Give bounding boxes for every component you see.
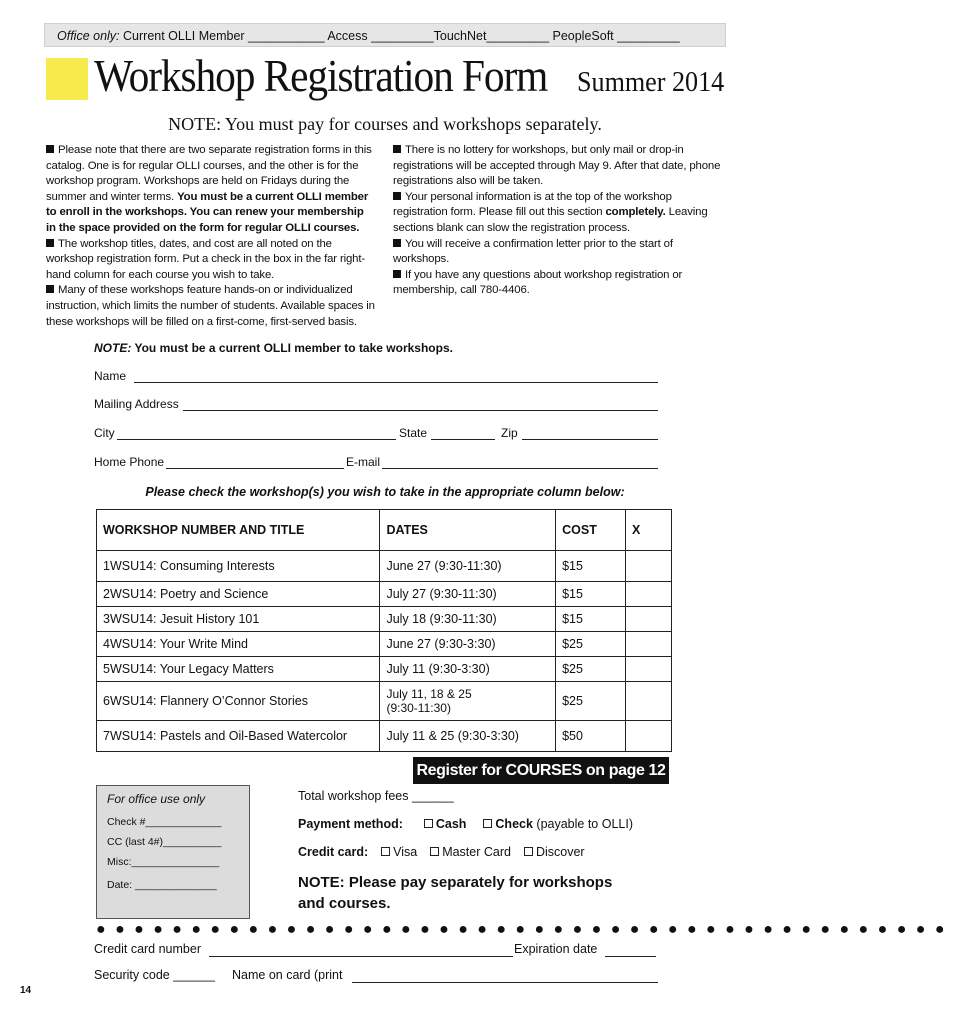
total-fees-field[interactable]: Total workshop fees ______	[298, 789, 454, 803]
name-on-card-field[interactable]	[352, 982, 658, 983]
workshop-checkbox[interactable]	[626, 682, 672, 721]
pay-separately-note: NOTE: Please pay separately for workshops and courses.	[298, 874, 613, 912]
mailing-address-field[interactable]	[183, 410, 658, 411]
workshop-checkbox[interactable]	[626, 657, 672, 682]
workshop-dates: July 27 (9:30-11:30)	[380, 582, 556, 607]
check-checkbox[interactable]	[483, 819, 492, 828]
office-strip-fields[interactable]: Current OLLI Member ___________ Access _________TouchNet_________ PeopleSoft _________	[123, 29, 680, 43]
register-courses-banner: Register for COURSES on page 12	[413, 757, 669, 784]
credit-card-number-field[interactable]	[209, 956, 513, 957]
bullet-square-icon	[46, 239, 54, 247]
mastercard-label: Master Card	[442, 845, 511, 859]
bullet-square-icon	[46, 285, 54, 293]
state-label: State	[399, 426, 428, 440]
office-date-field: Date: ______________	[107, 879, 217, 891]
table-row	[97, 657, 672, 682]
email-field[interactable]	[382, 468, 658, 469]
table-header-row	[97, 510, 672, 551]
workshop-cost: $15	[556, 607, 626, 632]
bullet-square-icon	[46, 145, 54, 153]
office-check-field: Check #_____________	[107, 816, 222, 828]
yellow-square-decoration	[46, 58, 88, 100]
table-row	[97, 551, 672, 582]
office-use-strip	[44, 23, 726, 47]
workshop-checkbox[interactable]	[626, 551, 672, 582]
visa-checkbox[interactable]	[381, 847, 390, 856]
member-requirement-note: NOTE: You must be a current OLLI member to take workshops.	[94, 341, 453, 355]
office-use-header: For office use only	[107, 792, 206, 806]
mailing-address-label: Mailing Address	[94, 397, 179, 411]
separate-payment-note: NOTE: You must pay for courses and workshops separately.	[168, 114, 602, 134]
table-row	[97, 582, 672, 607]
workshop-title: 7WSU14: Pastels and Oil-Based Watercolor	[97, 721, 380, 752]
bullet-square-icon	[393, 145, 401, 153]
workshop-checkbox[interactable]	[626, 607, 672, 632]
city-field[interactable]	[117, 439, 396, 440]
bullet-square-icon	[393, 270, 401, 278]
workshop-title: 6WSU14: Flannery O’Connor Stories	[97, 682, 380, 721]
bullet-square-icon	[393, 239, 401, 247]
check-instructions: Please check the workshop(s) you wish to take in the appropriate column below:	[145, 485, 625, 499]
workshop-title: 3WSU14: Jesuit History 101	[97, 607, 380, 632]
workshop-title: 5WSU14: Your Legacy Matters	[97, 657, 380, 682]
workshop-checkbox[interactable]	[626, 582, 672, 607]
workshop-cost: $15	[556, 551, 626, 582]
workshop-checkbox[interactable]	[626, 721, 672, 752]
credit-card-row	[298, 845, 585, 859]
table-row	[97, 721, 672, 752]
check-payable-note: (payable to OLLI)	[532, 817, 633, 831]
zip-field[interactable]	[522, 439, 658, 440]
workshop-dates: July 18 (9:30-11:30)	[380, 607, 556, 632]
home-phone-field[interactable]	[166, 468, 344, 469]
workshop-checkbox[interactable]	[626, 632, 672, 657]
office-cc-field: CC (last 4#)__________	[107, 836, 222, 848]
bullet-square-icon	[393, 192, 401, 200]
intro-para-7: If you have any questions about workshop registration or membership, call 780-4406.	[393, 268, 683, 297]
workshop-cost: $15	[556, 582, 626, 607]
intro-left-column	[46, 143, 376, 330]
workshop-dates: June 27 (9:30-11:30)	[380, 551, 556, 582]
intro-right-column	[393, 143, 725, 299]
workshop-title: 1WSU14: Consuming Interests	[97, 551, 380, 582]
credit-card-number-label: Credit card number	[94, 942, 201, 956]
check-label: Check	[495, 817, 533, 831]
cash-checkbox[interactable]	[424, 819, 433, 828]
cash-label: Cash	[435, 817, 467, 831]
name-field[interactable]	[134, 382, 658, 383]
workshop-dates: July 11 (9:30-3:30)	[380, 657, 556, 682]
workshop-title: 4WSU14: Your Write Mind	[97, 632, 380, 657]
visa-label: Visa	[393, 845, 418, 859]
name-on-card-label: Name on card (print	[232, 968, 343, 982]
workshop-dates: June 27 (9:30-3:30)	[380, 632, 556, 657]
workshop-dates: July 11, 18 & 25 (9:30-11:30)	[380, 682, 556, 721]
dotted-divider: ●●●●●●●●●●●●●●●●●●●●●●●●●●●●●●●●●●●●●●●●●●●●●	[96, 921, 954, 938]
intro-para-6: You will receive a confirmation letter prior to the start of workshops.	[393, 237, 673, 266]
table-row	[97, 632, 672, 657]
security-code-field[interactable]: Security code ______	[94, 968, 215, 982]
expiration-date-label: Expiration date	[514, 942, 598, 956]
page-number: 14	[20, 985, 32, 996]
city-label: City	[94, 426, 115, 440]
header-select: X	[626, 510, 672, 551]
workshop-dates: July 11 & 25 (9:30-3:30)	[380, 721, 556, 752]
intro-para-2: The workshop titles, dates, and cost are all noted on the workshop registration form. Put a check in the box in the far right-hand column for each course you wish to take.	[46, 237, 366, 281]
discover-checkbox[interactable]	[524, 847, 533, 856]
workshop-cost: $25	[556, 682, 626, 721]
table-row	[97, 682, 672, 721]
workshop-cost: $25	[556, 657, 626, 682]
workshop-table	[96, 509, 672, 752]
workshop-title: 2WSU14: Poetry and Science	[97, 582, 380, 607]
home-phone-label: Home Phone	[94, 455, 165, 469]
page-title: Workshop Registration Form	[94, 51, 548, 101]
intro-para-3: Many of these workshops feature hands-on or individualized instruction, which limits the number of students. Available spaces in these workshops will be filled on a first-come, first-served basis.	[46, 284, 375, 328]
office-misc-field: Misc:_______________	[107, 856, 220, 868]
state-field[interactable]	[431, 439, 495, 440]
office-only-label: Office only:	[57, 29, 120, 43]
mastercard-checkbox[interactable]	[430, 847, 439, 856]
email-label: E-mail	[346, 455, 381, 469]
header-dates: DATES	[380, 510, 556, 551]
expiration-date-field[interactable]	[605, 956, 656, 957]
workshop-cost: $25	[556, 632, 626, 657]
table-row	[97, 607, 672, 632]
payment-method-row	[298, 817, 633, 831]
name-label: Name	[94, 369, 127, 383]
header-workshop: WORKSHOP NUMBER AND TITLE	[97, 510, 380, 551]
credit-card-label: Credit card:	[298, 845, 369, 859]
season-label: Summer 2014	[577, 66, 725, 98]
header-cost: COST	[556, 510, 626, 551]
zip-label: Zip	[501, 426, 518, 440]
workshop-cost: $50	[556, 721, 626, 752]
office-use-box	[96, 785, 250, 919]
intro-para-1: Please note that there are two separate registration forms in this catalog. One is for regular OLLI courses, and the other is for the workshop program. Workshops are held on Fridays during the summer and winter terms. You must be a current OLLI member to enroll in the workshops. You can renew your membership in the space provided on the form for regular OLLI courses.	[46, 144, 372, 234]
payment-method-label: Payment method:	[298, 817, 403, 831]
intro-para-4: There is no lottery for workshops, but only mail or drop-in registrations will be accepted through May 9. After that date, phone registrations also will be taken.	[393, 144, 721, 188]
discover-label: Discover	[535, 845, 585, 859]
intro-para-5: Your personal information is at the top of the workshop registration form. Please fill out this section completely. Leaving sections blank can slow the registration process.	[393, 190, 708, 234]
